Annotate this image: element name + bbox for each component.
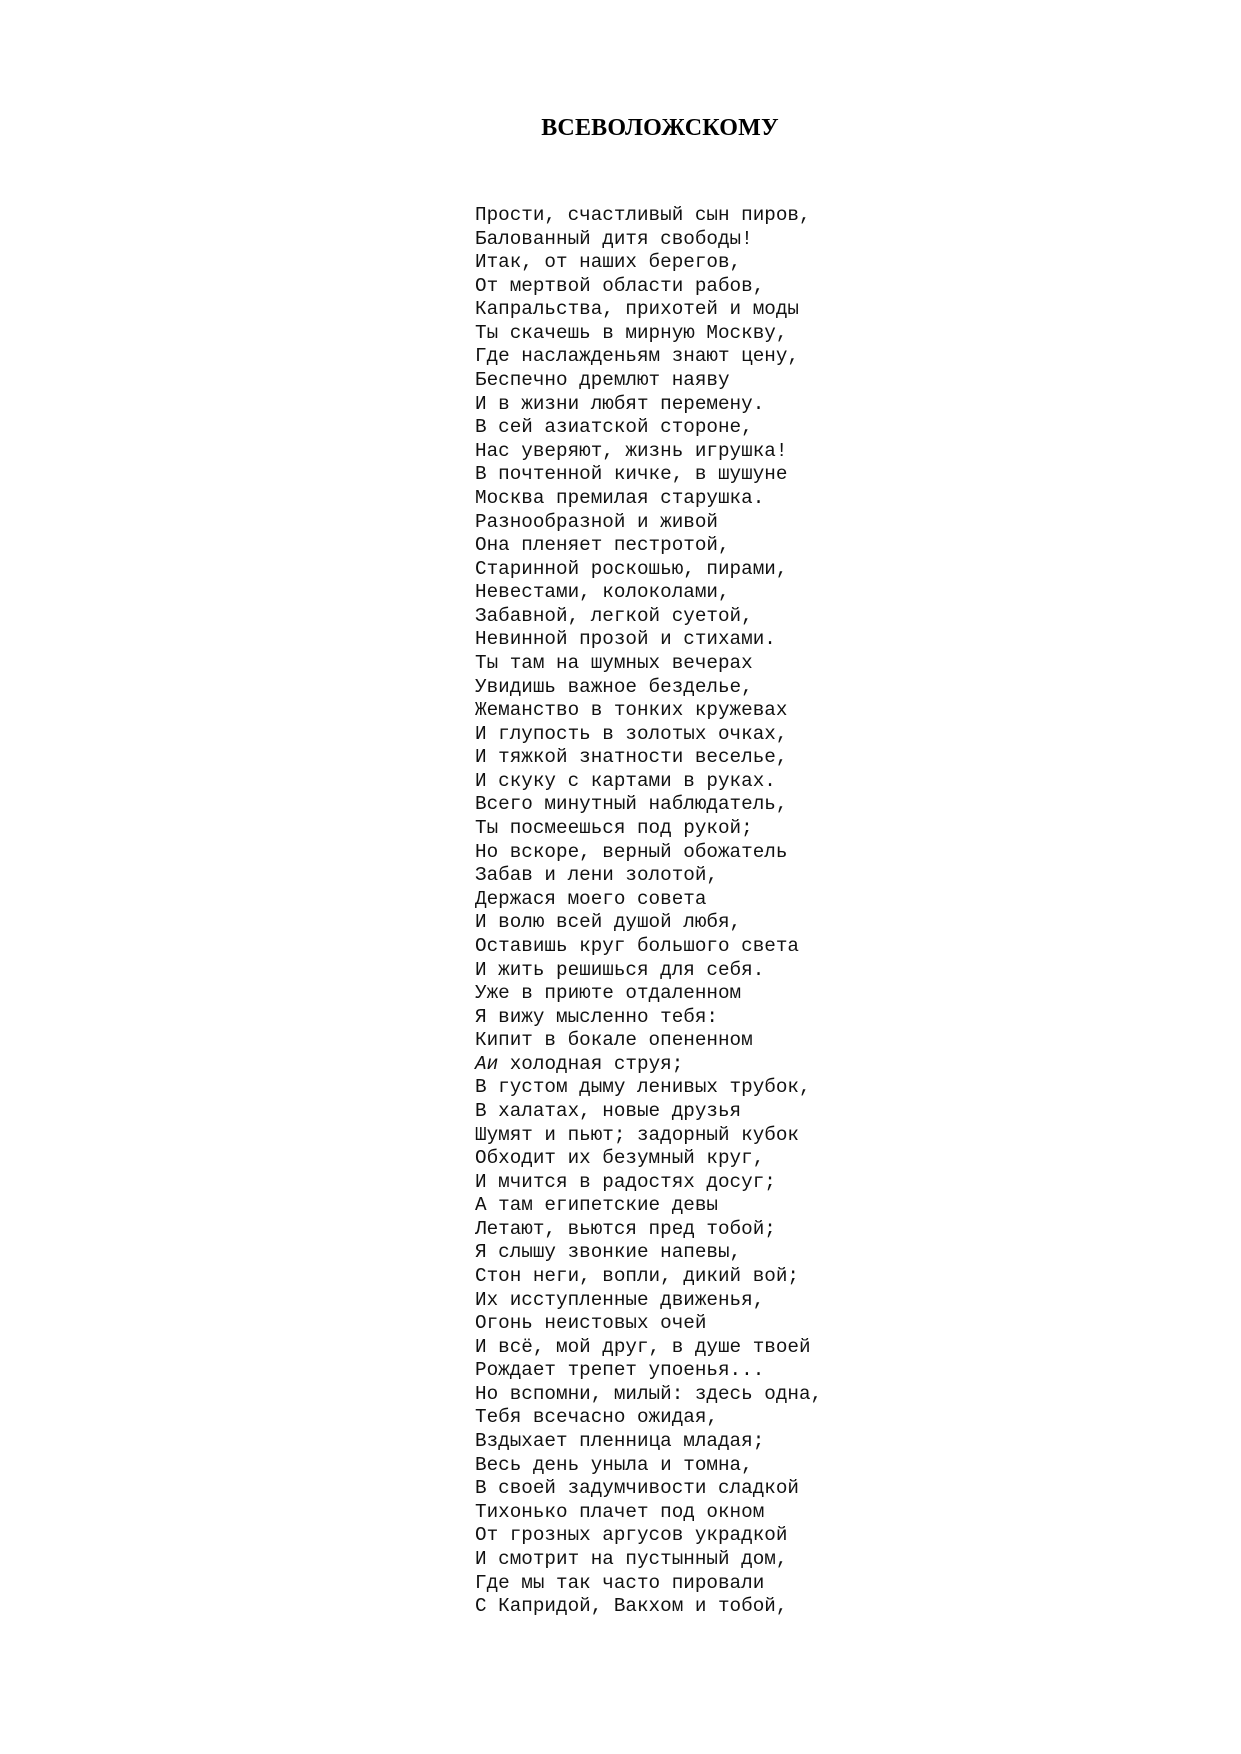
poem-line: Ты там на шумных вечерах [475, 651, 753, 674]
poem-line: Я вижу мысленно тебя: [475, 1005, 718, 1028]
poem-line: В сей азиатской стороне, [475, 416, 753, 439]
poem-line: Где мы так часто пировали [475, 1571, 765, 1594]
poem-line: Ты посмеешься под рукой; [475, 817, 753, 840]
poem-line: Их исступленные движенья, [475, 1288, 765, 1311]
poem-title: ВСЕВОЛОЖСКОМУ [541, 115, 779, 141]
poem-line: Увидишь важное безделье, [475, 675, 753, 698]
poem-line: Жеманство в тонких кружевах [475, 699, 788, 722]
poem-line: Нас уверяют, жизнь игрушка! [475, 439, 788, 462]
poem-line: Рождает трепет упоенья... [475, 1359, 765, 1382]
poem-line: В своей задумчивости сладкой [475, 1477, 799, 1500]
poem-line: Итак, от наших берегов, [475, 251, 742, 274]
poem-line: Шумят и пьют; задорный кубок [475, 1123, 799, 1146]
poem-line: Разнообразной и живой [475, 510, 718, 533]
poem-line: Невинной прозой и стихами. [475, 628, 776, 651]
poem-line: Летают, вьются пред тобой; [475, 1217, 776, 1240]
poem-line: И в жизни любят перемену. [475, 392, 765, 415]
poem-line: От мертвой области рабов, [475, 274, 765, 297]
poem-line: И смотрит на пустынный дом, [475, 1547, 788, 1570]
poem-line: Она пленяет пестротой, [475, 534, 730, 557]
poem-line: Москва премилая старушка. [475, 486, 765, 509]
poem-line: Старинной роскошью, пирами, [475, 557, 788, 580]
poem-line: Прости, счастливый сын пиров, [475, 204, 811, 226]
poem-line: И скуку с картами в руках. [475, 769, 776, 792]
poem-line: И всё, мой друг, в душе твоей [475, 1335, 811, 1358]
poem-line: Огонь неистовых очей [475, 1312, 707, 1335]
poem-line: Забавной, легкой суетой, [475, 604, 753, 627]
poem-line: Но вспомни, милый: здесь одна, [475, 1382, 823, 1405]
poem-line: В густом дыму ленивых трубок, [475, 1076, 811, 1099]
poem-line: Беспечно дремлют наяву [475, 369, 730, 392]
poem-line: Забав и лени золотой, [475, 864, 718, 887]
poem-line: Держася моего совета [475, 887, 707, 910]
poem-line: Где наслажденьям знают цену, [475, 345, 799, 368]
poem-line: Я слышу звонкие напевы, [475, 1241, 742, 1264]
poem-body [475, 204, 822, 1619]
poem-line: С Капридой, Вакхом и тобой, [475, 1595, 788, 1618]
poem-line: Невестами, колоколами, [475, 581, 730, 604]
poem-line: Тихонько плачет под окном [475, 1500, 765, 1523]
poem-line: Весь день уныла и томна, [475, 1453, 753, 1476]
poem-line: Вздыхает пленница младая; [475, 1430, 765, 1453]
poem-line: Ты скачешь в мирную Москву, [475, 321, 788, 344]
poem-line: И жить решишься для себя. [475, 958, 765, 981]
poem-line: От грозных аргусов украдкой [475, 1524, 788, 1547]
poem-line: И глупость в золотых очках, [475, 722, 788, 745]
poem-line: В халатах, новые друзья [475, 1099, 742, 1122]
poem-line: Обходит их безумный круг, [475, 1147, 765, 1170]
poem-line: Всего минутный наблюдатель, [475, 793, 788, 816]
poem-line: А там египетские девы [475, 1194, 718, 1217]
poem-line: И мчится в радостях досуг; [475, 1170, 776, 1193]
poem-line-italic-word: Аи [475, 1052, 499, 1075]
poem-line: Уже в приюте отдаленном [475, 982, 742, 1005]
poem-line: И тяжкой знатности веселье, [475, 746, 788, 769]
poem-line: В почтенной кичке, в шушуне [475, 463, 788, 486]
poem-line: Но вскоре, верный обожатель [475, 840, 788, 863]
poem-line: Балованный дитя свободы! [475, 227, 753, 250]
poem-line-rest: холодная струя; [498, 1052, 684, 1075]
poem-line: Капральства, прихотей и моды [475, 298, 799, 321]
poem-line: И волю всей душой любя, [475, 911, 742, 934]
poem-line: Тебя всечасно ожидая, [475, 1406, 718, 1429]
poem-line: Кипит в бокале опененном [475, 1029, 753, 1052]
poem-line [475, 1053, 822, 1077]
poem-line: Стон неги, вопли, дикий вой; [475, 1265, 799, 1288]
poem-line: Оставишь круг большого света [475, 934, 799, 957]
